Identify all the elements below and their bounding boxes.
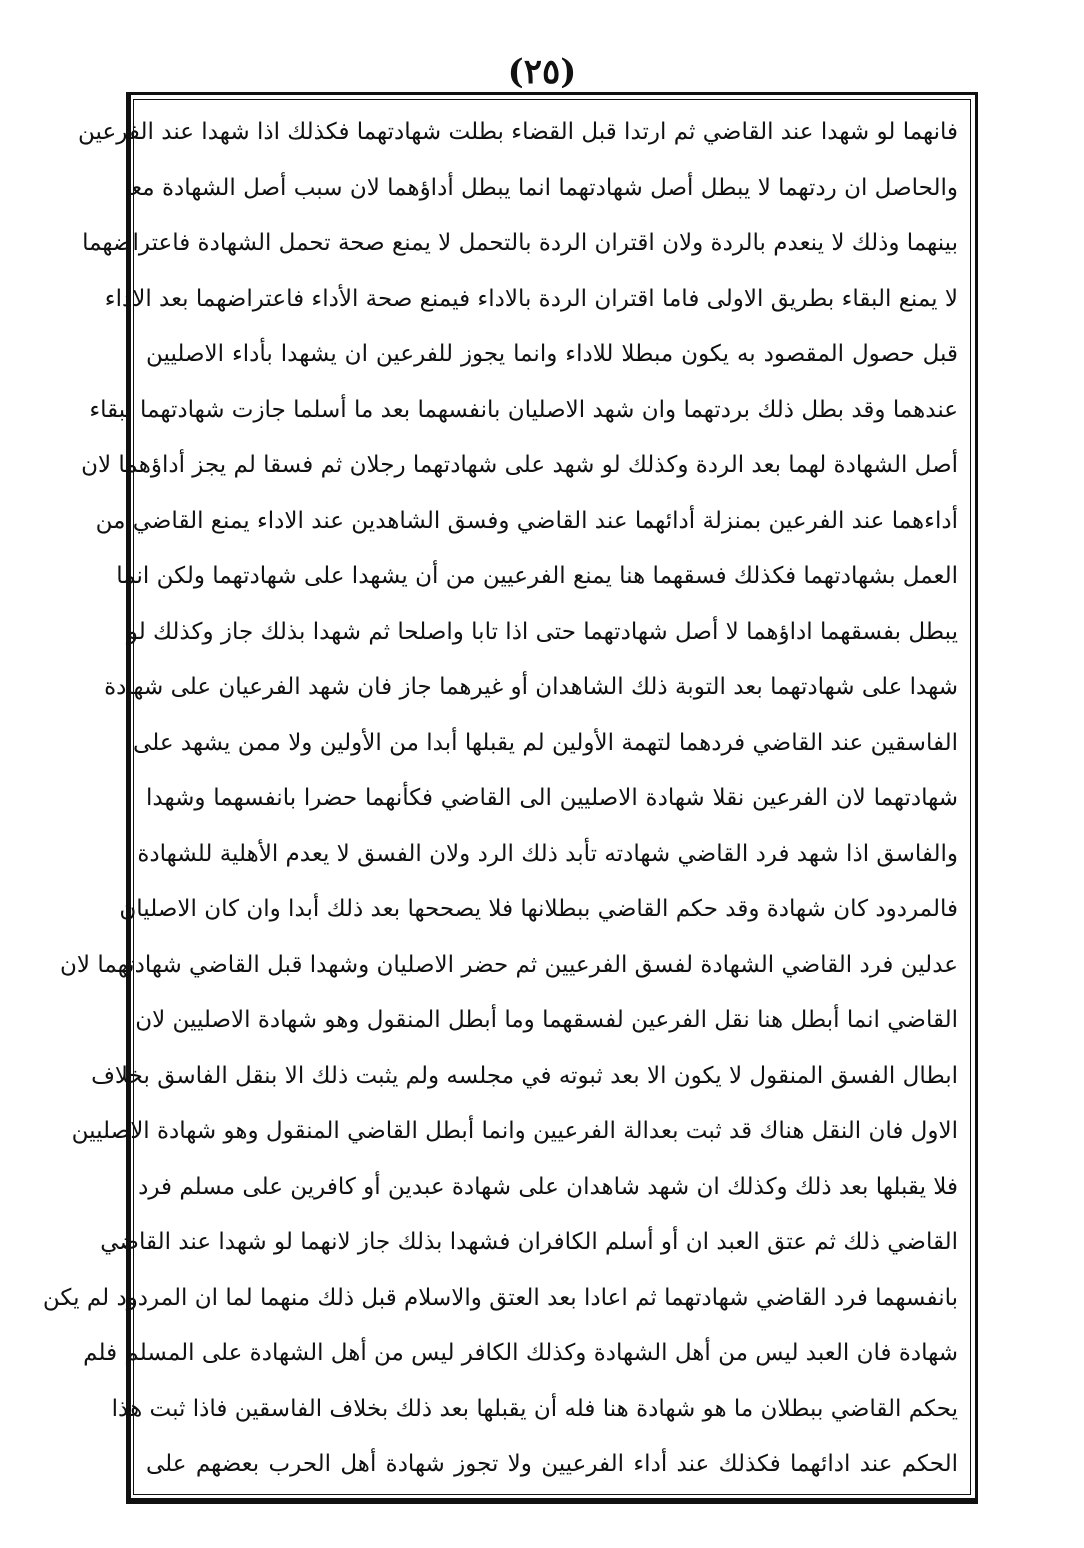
text-line-16: عدلين فرد القاضي الشهادة لفسق الفرعيين ثم حضر الاصليان وشهدا قبل القاضي شهادتهما لان: [60, 951, 958, 978]
text-line-12: الفاسقين عند القاضي فردهما لتهمة الأولين لم يقبلها أبدا من الأولين ولا ممن يشهد على: [133, 729, 958, 756]
text-line-5: قبل حصول المقصود به يكون مبطلا للاداء وانما يجوز للفرعين ان يشهدا بأداء الاصليين: [146, 341, 958, 367]
text-line-3: بينهما وذلك لا ينعدم بالردة ولان اقتران الردة بالتحمل لا يمنع صحة تحمل الشهادة فاعتراضهما: [82, 230, 958, 256]
page-number: (٢٥): [507, 52, 577, 92]
text-line-20: فلا يقبلها بعد ذلك وكذلك ان شهد شاهدان على شهادة عبدين أو كافرين على مسلم فرد: [138, 1173, 958, 1200]
text-line-14: والفاسق اذا شهد فرد القاضي شهادته تأبد ذلك الرد ولان الفسق لا يعدم الأهلية للشهادة: [137, 840, 958, 867]
text-line-11: شهدا على شهادتهما بعد التوبة ذلك الشاهدان أو غيرهما جاز فان شهد الفرعيان على شهادة: [104, 674, 958, 700]
text-line-17: القاضي انما أبطل هنا نقل الفرعين لفسقهما وما أبطل المنقول وهو شهادة الاصليين لان: [135, 1007, 958, 1033]
text-line-6: عندهما وقد بطل ذلك بردتهما وان شهد الاصليان بانفسهما بعد ما أسلما جازت شهادتهما لبقاء: [89, 396, 958, 423]
text-line-25: الحكم عند ادائهما فكذلك عند أداء الفرعيين ولا تجوز شهادة أهل الحرب بعضهم على: [146, 1451, 958, 1477]
text-line-22: بانفسهما فرد القاضي شهادتهما ثم اعادا بعد العتق والاسلام قبل ذلك منهما لما ان المردود لم يكن: [42, 1284, 958, 1311]
text-line-13: شهادتهما لان الفرعين نقلا شهادة الاصليين الى القاضي فكأنهما حضرا بانفسهما وشهدا: [146, 785, 958, 811]
text-line-9: العمل بشهادتهما فكذلك فسقهما هنا يمنع الفرعيين من أن يشهدا على شهادتهما ولكن انما: [116, 563, 958, 589]
text-line-7: أصل الشهادة لهما بعد الردة وكذلك لو شهد على شهادتهما رجلان ثم فسقا لم يجز أداؤهما لان: [81, 452, 958, 478]
text-line-19: الاول فان النقل هناك قد ثبت بعدالة الفرعيين وانما أبطل القاضي المنقول وهو شهادة الاصليين: [71, 1118, 958, 1144]
text-line-18: ابطال الفسق المنقول لا يكون الا بعد ثبوته في مجلسه ولم يثبت ذلك الا بنقل الفاسق بخلاف: [91, 1062, 958, 1089]
text-line-24: يحكم القاضي ببطلان ما هو شهادة هنا فله أن يقبلها بعد ذلك بخلاف الفاسقين فاذا ثبت هذا: [111, 1395, 958, 1422]
text-line-10: يبطل بفسقهما اداؤهما لا أصل شهادتهما حتى اذا تابا واصلحا ثم شهدا بذلك جاز وكذلك لو: [126, 618, 958, 645]
text-line-21: القاضي ذلك ثم عتق العبد ان أو أسلم الكافران فشهدا بذلك جاز لانهما لو شهدا عند القاضي: [100, 1229, 958, 1255]
text-line-15: فالمردود كان شهادة وقد حكم القاضي ببطلانها فلا يصححها بعد ذلك أبدا وان كان الاصليان: [119, 896, 958, 922]
arabic-text-block: [42, 112, 958, 1484]
text-line-8: أداءهما عند الفرعين بمنزلة أدائهما عند القاضي وفسق الشاهدين عند الاداء يمنع القاضي من: [95, 507, 958, 534]
text-line-4: لا يمنع البقاء بطريق الاولى فاما اقتران الردة بالاداء فيمنع صحة الأداء فاعتراضهما بعد الاداء: [104, 285, 958, 312]
text-line-23: شهادة فان العبد ليس من أهل الشهادة وكذلك الكافر ليس من أهل الشهادة على المسلم فلم: [83, 1340, 958, 1366]
text-line-1: فانهما لو شهدا عند القاضي ثم ارتدا قبل القضاء بطلت شهادتهما فكذلك اذا شهدا عند الفرعين: [78, 119, 958, 145]
text-line-2: والحاصل ان ردتهما لا يبطل أصل شهادتهما انما يبطل أداؤهما لان سبب أصل الشهادة معا: [124, 174, 958, 201]
